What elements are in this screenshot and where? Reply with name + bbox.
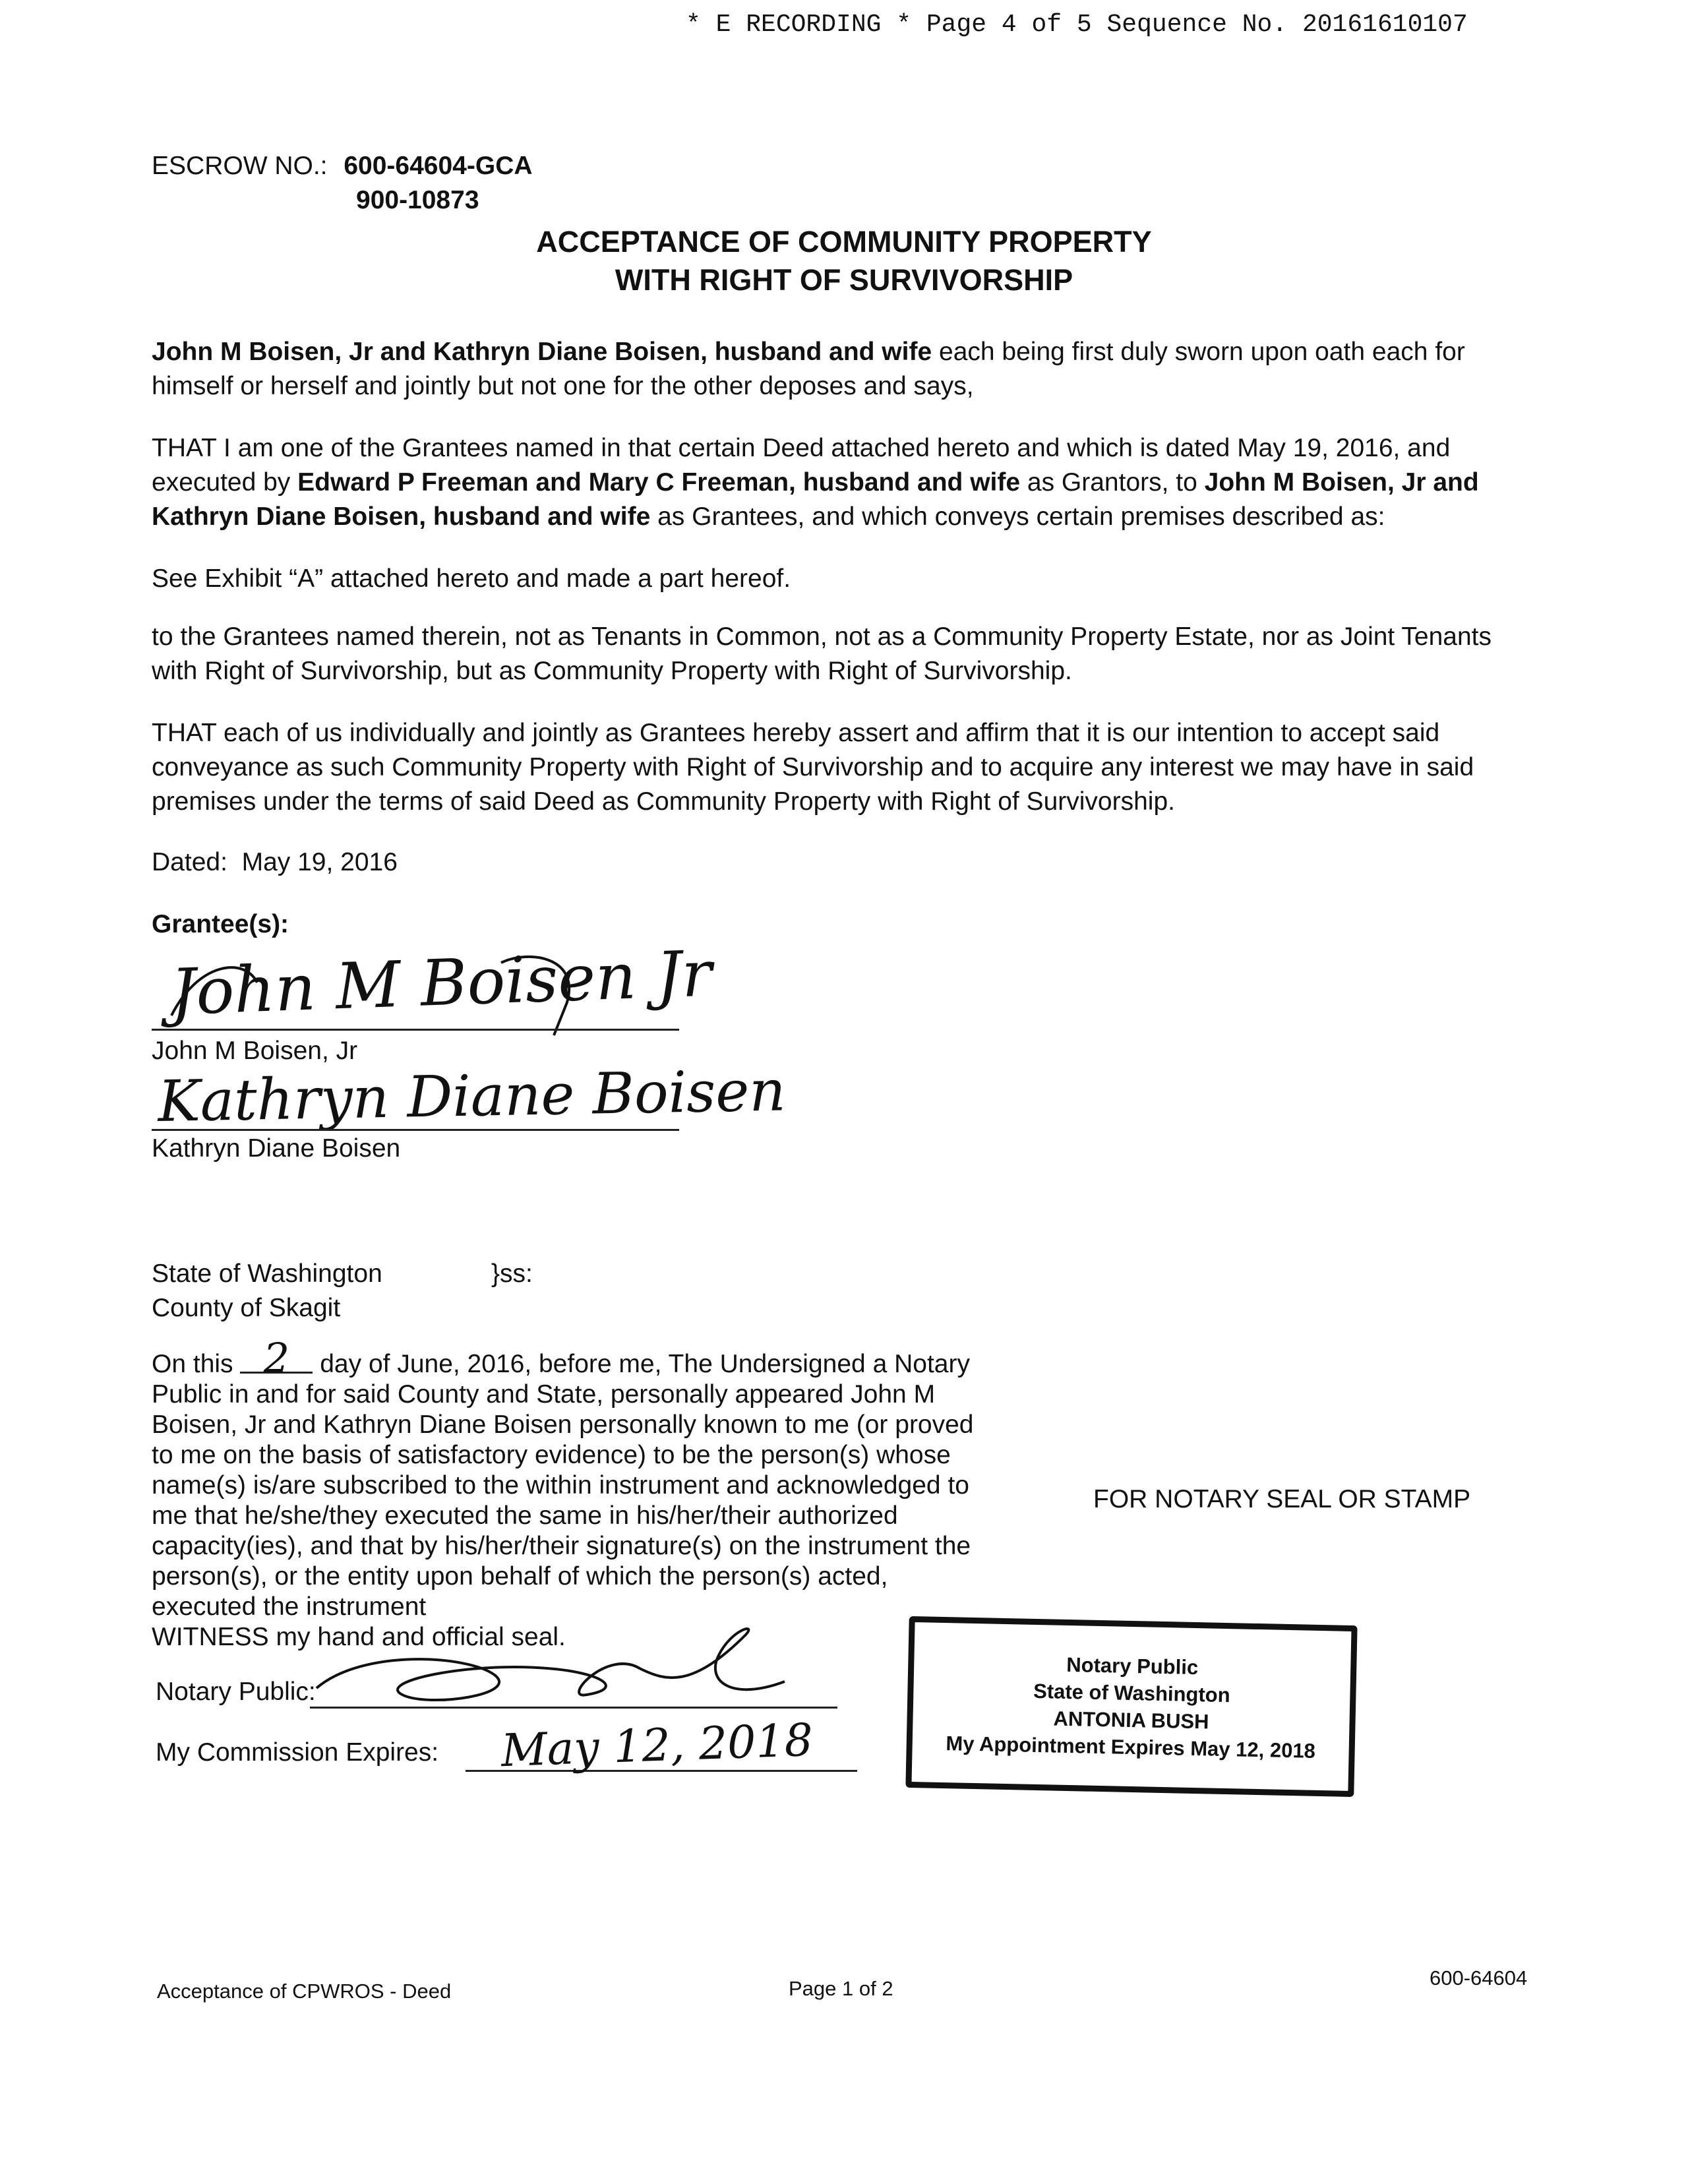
signature-john-boisen — [158, 936, 713, 1042]
footer-center: Page 1 of 2 — [789, 1977, 893, 2000]
witness-line: WITNESS my hand and official seal. — [152, 1623, 566, 1651]
escrow-block — [152, 149, 745, 218]
affiants-names: John M Boisen, Jr and Kathryn Diane Boisen, husband and wife — [152, 338, 932, 366]
document-title — [369, 223, 1319, 299]
stamp-line-2: State of Washington — [1033, 1679, 1231, 1707]
notary-acknowledgment — [152, 1334, 1075, 1653]
notary-line-9: executed the instrument — [152, 1592, 427, 1621]
venue-county: County of Skagit — [152, 1294, 341, 1322]
recording-header: * E RECORDING * Page 4 of 5 Sequence No. 20161610107 — [686, 11, 1468, 39]
notary-stamp — [905, 1616, 1357, 1797]
notary-seal-placeholder: FOR NOTARY SEAL OR STAMP — [1093, 1485, 1471, 1513]
deed-text-c: as Grantees, and which conveys certain premises described as: — [650, 502, 1385, 531]
signature-line-1 — [152, 1029, 679, 1031]
title-line-2: WITH RIGHT OF SURVIVORSHIP — [615, 263, 1073, 297]
grantees-heading: Grantee(s): — [152, 910, 289, 938]
notary-line-1: day of June, 2016, before me, The Undersigned a Notary — [313, 1350, 970, 1378]
stamp-line-1: Notary Public — [1066, 1653, 1199, 1680]
notary-line-8: person(s), or the entity upon behalf of which the person(s) acted, — [152, 1562, 888, 1591]
notary-line-7: capacity(ies), and that by his/her/their signature(s) on the instrument the — [152, 1532, 971, 1560]
notary-line-6: me that he/she/they executed the same in his/her/their authorized — [152, 1502, 898, 1530]
deed-text-a: THAT I am one of the Grantees named in that certain Deed attached hereto and which is dated May 19, 2016, and executed by — [152, 434, 1451, 497]
signature-line-2 — [152, 1129, 679, 1131]
deed-grantors: Edward P Freeman and Mary C Freeman, husband and wife — [297, 468, 1021, 497]
notary-line-3: Boisen, Jr and Kathryn Diane Boisen personally known to me (or proved — [152, 1410, 974, 1439]
dated-line: Dated: May 19, 2016 — [152, 848, 398, 876]
signature-kathryn-boisen — [152, 1060, 811, 1139]
escrow-number-secondary: 900-10873 — [356, 186, 479, 214]
commission-date-handwritten: May 12, 2018 — [500, 1714, 814, 1778]
stamp-line-4: My Appointment Expires May 12, 2018 — [946, 1732, 1316, 1763]
paragraph-tenancy: to the Grantees named therein, not as Tenants in Common, not as a Community Property Estate, nor as Joint Tenants with Right of Survivorship, but as Community Property with Right of Survivorship. — [152, 622, 1492, 685]
day-handwritten: 2 — [240, 1345, 313, 1374]
paragraph-deed — [152, 431, 1530, 534]
footer-right: 600-64604 — [1430, 1966, 1528, 1989]
notary-line-4: to me on the basis of satisfactory evidence) to be the person(s) whose — [152, 1441, 951, 1469]
grantee-name-2: Kathryn Diane Boisen — [152, 1134, 401, 1163]
escrow-number-primary: 600-64604-GCA — [344, 152, 533, 180]
notary-line-2: Public in and for said County and State, personally appeared John M — [152, 1380, 936, 1409]
grantee-name-1: John M Boisen, Jr — [152, 1037, 358, 1065]
escrow-label: ESCROW NO.: — [152, 152, 328, 180]
svg-text:John M Boisen Jr: John M Boisen Jr — [169, 936, 713, 1029]
venue-ss: }ss: — [491, 1259, 533, 1288]
deed-text-b: as Grantors, to — [1020, 468, 1205, 497]
on-this-label: On this — [152, 1350, 233, 1378]
svg-text:Kathryn Diane Boisen: Kathryn Diane Boisen — [157, 1058, 787, 1135]
commission-label: My Commission Expires: — [156, 1738, 439, 1767]
paragraph-affiants — [152, 335, 1530, 404]
title-line-1: ACCEPTANCE OF COMMUNITY PROPERTY — [536, 225, 1152, 258]
paragraph-affirmation: THAT each of us individually and jointly as Grantees hereby assert and affirm that it is our intention to accept said conveyance as such Community Property with Right of Survivorship and to acquire any interest we may have in said premises under the terms of said Deed as Community Property with Right of Survivorship. — [152, 719, 1474, 816]
notary-line-5: name(s) is/are subscribed to the within instrument and acknowledged to — [152, 1471, 969, 1500]
stamp-line-3: ANTONIA BUSH — [1053, 1707, 1209, 1734]
paragraph-exhibit: See Exhibit “A” attached hereto and made a part hereof. — [152, 564, 791, 593]
deed-grantees: John M Boisen, Jr and Kathryn Diane Boisen, husband and wife — [152, 468, 1479, 531]
footer-left: Acceptance of CPWROS - Deed — [157, 1980, 452, 2003]
notary-signature — [297, 1609, 824, 1728]
affiants-oath: each being first duly sworn upon oath each for himself or herself and jointly but not one for the other deposes and says, — [152, 338, 1465, 400]
notary-public-label: Notary Public: — [156, 1678, 316, 1706]
venue-state: State of Washington — [152, 1259, 382, 1288]
